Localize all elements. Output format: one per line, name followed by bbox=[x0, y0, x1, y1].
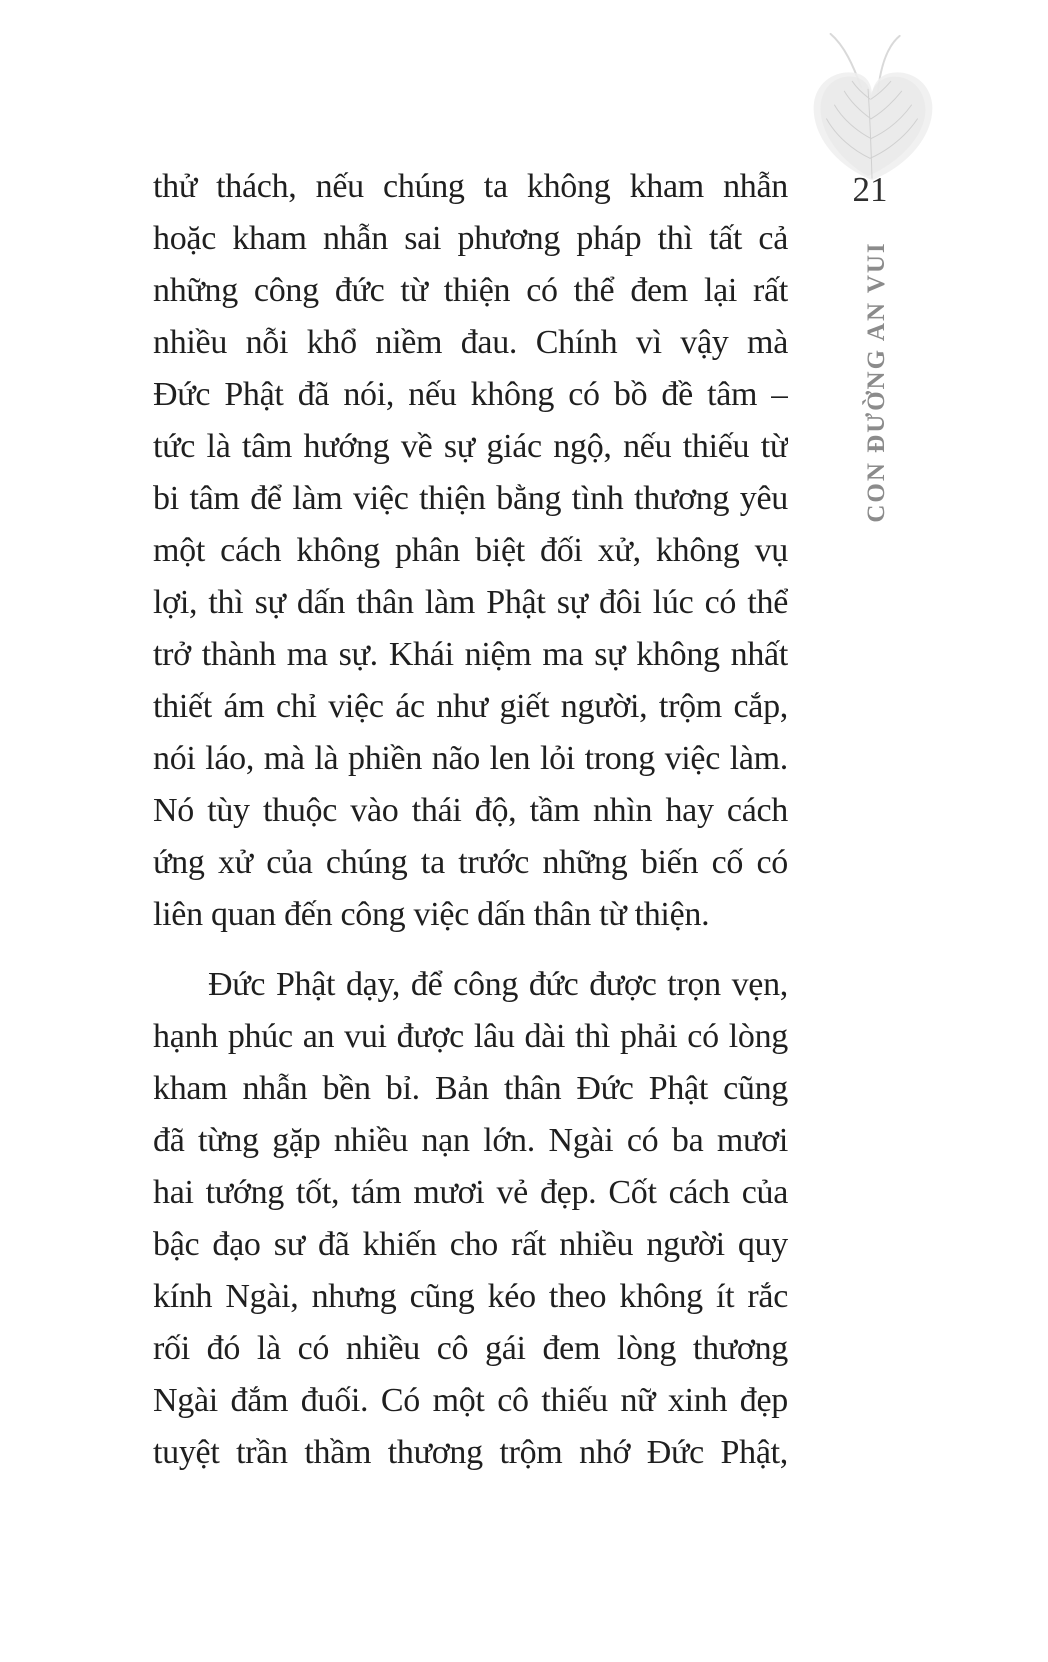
text-line: một cách không phân biệt đối xử, không vụ bbox=[153, 532, 788, 569]
text-line: trở thành ma sự. Khái niệm ma sự không nhất bbox=[153, 636, 788, 673]
text-line: Đức Phật dạy, để công đức được trọn vẹn, bbox=[208, 966, 788, 1003]
text-line: bậc đạo sư đã khiến cho rất nhiều người quy bbox=[153, 1226, 788, 1263]
text-line: nói láo, mà là phiền não len lỏi trong việc làm. bbox=[153, 740, 788, 777]
text-line: Nó tùy thuộc vào thái độ, tầm nhìn hay cách bbox=[153, 792, 788, 829]
text-line: hạnh phúc an vui được lâu dài thì phải có lòng bbox=[153, 1018, 788, 1055]
bodhi-leaf-icon bbox=[798, 28, 948, 186]
text-line: bi tâm để làm việc thiện bằng tình thương yêu bbox=[153, 480, 788, 517]
text-line: đã từng gặp nhiều nạn lớn. Ngài có ba mươi bbox=[153, 1122, 788, 1159]
text-line: kính Ngài, nhưng cũng kéo theo không ít rắc bbox=[153, 1278, 788, 1315]
text-line: rối đó là có nhiều cô gái đem lòng thương bbox=[153, 1330, 788, 1367]
text-line: lợi, thì sự dấn thân làm Phật sự đôi lúc có thể bbox=[153, 584, 788, 621]
text-line: nhiều nỗi khổ niềm đau. Chính vì vậy mà bbox=[153, 324, 788, 361]
text-line: thử thách, nếu chúng ta không kham nhẫn bbox=[153, 168, 788, 205]
text-line: tuyệt trần thầm thương trộm nhớ Đức Phật, bbox=[153, 1434, 788, 1471]
text-line: Đức Phật đã nói, nếu không có bồ đề tâm – bbox=[153, 376, 788, 413]
text-line: kham nhẫn bền bỉ. Bản thân Đức Phật cũng bbox=[153, 1070, 788, 1107]
text-line: ứng xử của chúng ta trước những biến cố có bbox=[153, 844, 788, 881]
text-line: hoặc kham nhẫn sai phương pháp thì tất cả bbox=[153, 220, 788, 257]
running-title: CON ĐƯỜNG AN VUI bbox=[863, 241, 890, 523]
text-line: hai tướng tốt, tám mươi vẻ đẹp. Cốt cách của bbox=[153, 1174, 788, 1211]
text-line: thiết ám chỉ việc ác như giết người, trộm cắp, bbox=[153, 688, 788, 725]
body-text bbox=[153, 161, 788, 1479]
text-line: Ngài đắm đuối. Có một cô thiếu nữ xinh đẹp bbox=[153, 1382, 788, 1419]
text-line: những công đức từ thiện có thể đem lại rất bbox=[153, 272, 788, 309]
text-line: liên quan đến công việc dấn thân từ thiện. bbox=[153, 896, 710, 933]
paragraph bbox=[153, 161, 788, 941]
page-number: 21 bbox=[852, 170, 888, 209]
paragraph bbox=[153, 959, 788, 1479]
text-line: tức là tâm hướng về sự giác ngộ, nếu thiếu từ bbox=[153, 428, 788, 465]
